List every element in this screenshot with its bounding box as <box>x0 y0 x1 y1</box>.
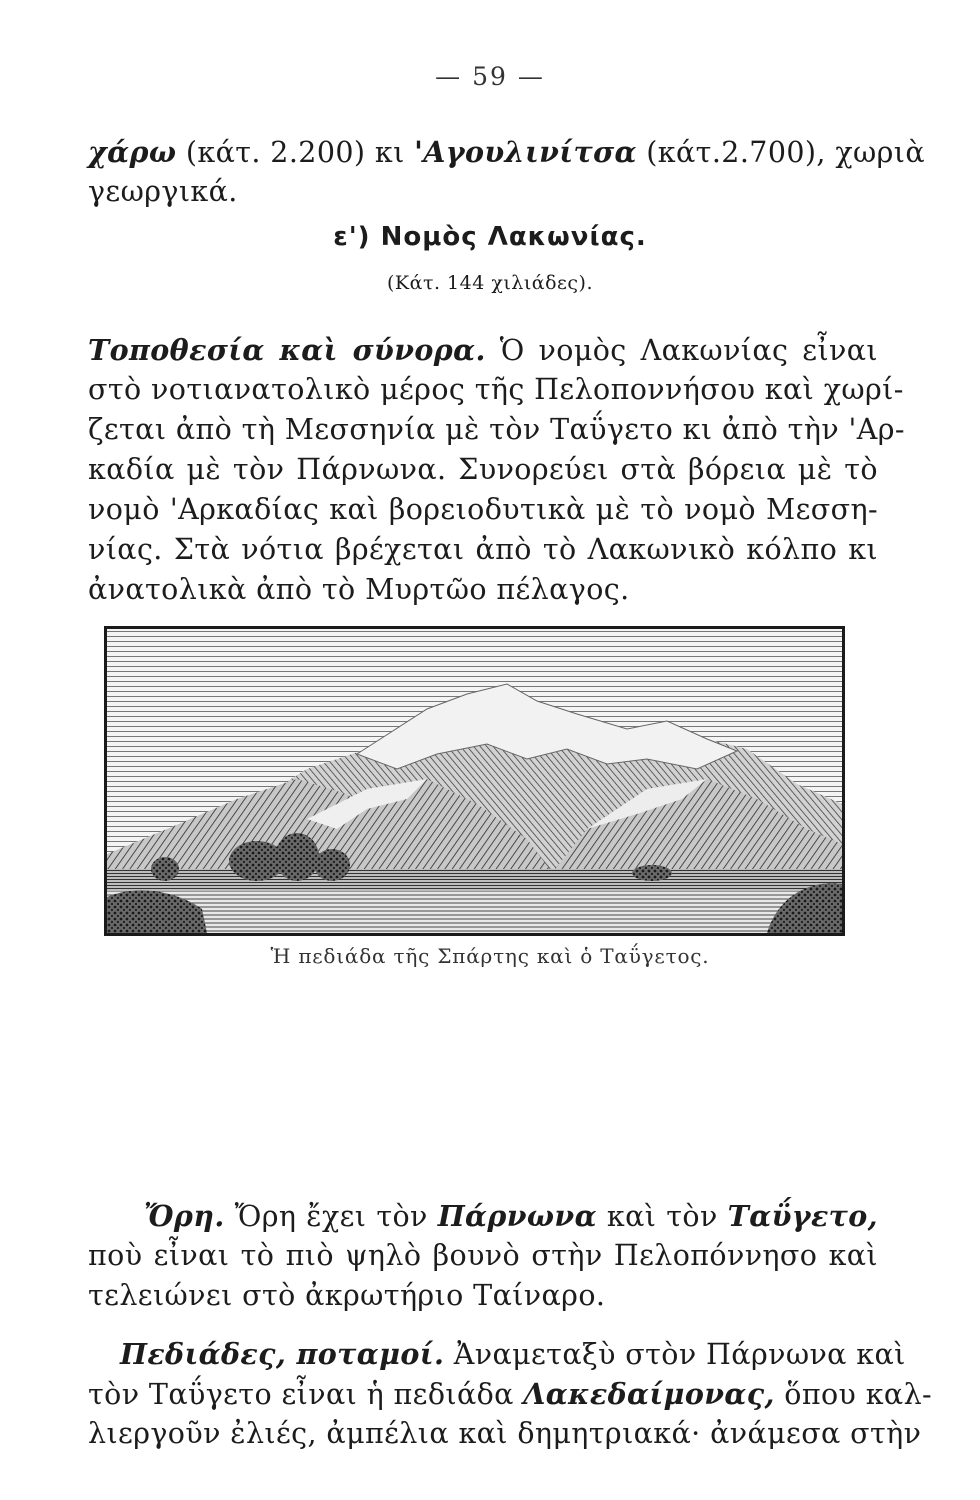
text-line: νίας. Στὰ νότια βρέχεται ἀπὸ τὸ Λακωνικὸ κόλπο κι <box>88 533 878 566</box>
text-fragment: ὅπου καλ- <box>774 1378 933 1411</box>
text-line: λιεργοῦν ἐλιές, ἀμπέλια καὶ δημητριακά· ἀνάμεσα στὴν <box>88 1417 922 1450</box>
text-line: ἀνατολικὰ ἀπὸ τὸ Μυρτῶο πέλαγος. <box>88 573 630 606</box>
text-line: ζεται ἀπὸ τὴ Μεσσηνία μὲ τὸν Ταΰγετο κι ἀπὸ τὴν 'Αρ- <box>88 413 905 446</box>
section-heading: ε') Νομὸς Λακωνίας. <box>333 222 647 252</box>
text-line <box>88 1374 933 1415</box>
text-line <box>88 132 926 173</box>
text-line <box>88 330 878 371</box>
engraving-illustration <box>104 626 845 936</box>
text-line: νομὸ 'Αρκαδίας καὶ βορειοδυτικὰ μὲ τὸ νομὸ Μεσση- <box>88 493 878 526</box>
text-line <box>88 1334 906 1375</box>
text-line: καδία μὲ τὸν Πάρνωνα. Συνορεύει στὰ βόρεια μὲ τὸ <box>88 453 878 486</box>
page-number: — 59 — <box>435 62 545 91</box>
bold-term: Πεδιάδες, ποταμοί. <box>120 1337 445 1371</box>
bold-term: Πάρνωνα <box>437 1199 597 1233</box>
bold-term: 'Αγουλινίτσα <box>414 135 637 169</box>
bold-term: Λακεδαίμονας, <box>523 1377 775 1411</box>
text-line: ποὺ εἶναι τὸ πιὸ ψηλὸ βουνὸ στὴν Πελοπόννησο καὶ <box>88 1239 878 1272</box>
text-fragment: (κάτ. 2.200) κι <box>176 136 415 169</box>
text-line: τελειώνει στὸ ἀκρωτήριο Ταίναρο. <box>88 1279 606 1312</box>
text-fragment: (κάτ.2.700), χωριὰ <box>636 136 926 169</box>
section-subheading: (Κάτ. 144 χιλιάδες). <box>387 272 593 294</box>
text-line: στὸ νοτιανατολικὸ μέρος τῆς Πελοποννήσου καὶ χωρί- <box>88 373 904 406</box>
text-line: γεωργικά. <box>88 175 238 208</box>
sparta-plain-taygetus-image <box>107 629 842 933</box>
text-fragment: τὸν Ταΰγετο εἶναι ἡ πεδιάδα <box>88 1378 524 1411</box>
bold-term: Τοποθεσία καὶ σύνορα. <box>88 333 486 367</box>
bold-term: Ταΰγετο, <box>727 1199 878 1233</box>
text-fragment: καὶ τὸν <box>596 1200 728 1233</box>
text-fragment: Ὁ νομὸς Λακωνίας εἶναι <box>485 334 878 367</box>
bold-term: Ὄρη. <box>144 1199 225 1233</box>
bold-term: χάρω <box>88 135 177 169</box>
text-fragment: Ἀναμεταξὺ στὸν Πάρνωνα καὶ <box>444 1338 906 1371</box>
text-line <box>88 1196 878 1237</box>
text-fragment: Ὄρη ἔχει τὸν <box>224 1200 438 1233</box>
figure-caption: Ἡ πεδιάδα τῆς Σπάρτης καὶ ὁ Ταΰγετος. <box>270 944 710 968</box>
